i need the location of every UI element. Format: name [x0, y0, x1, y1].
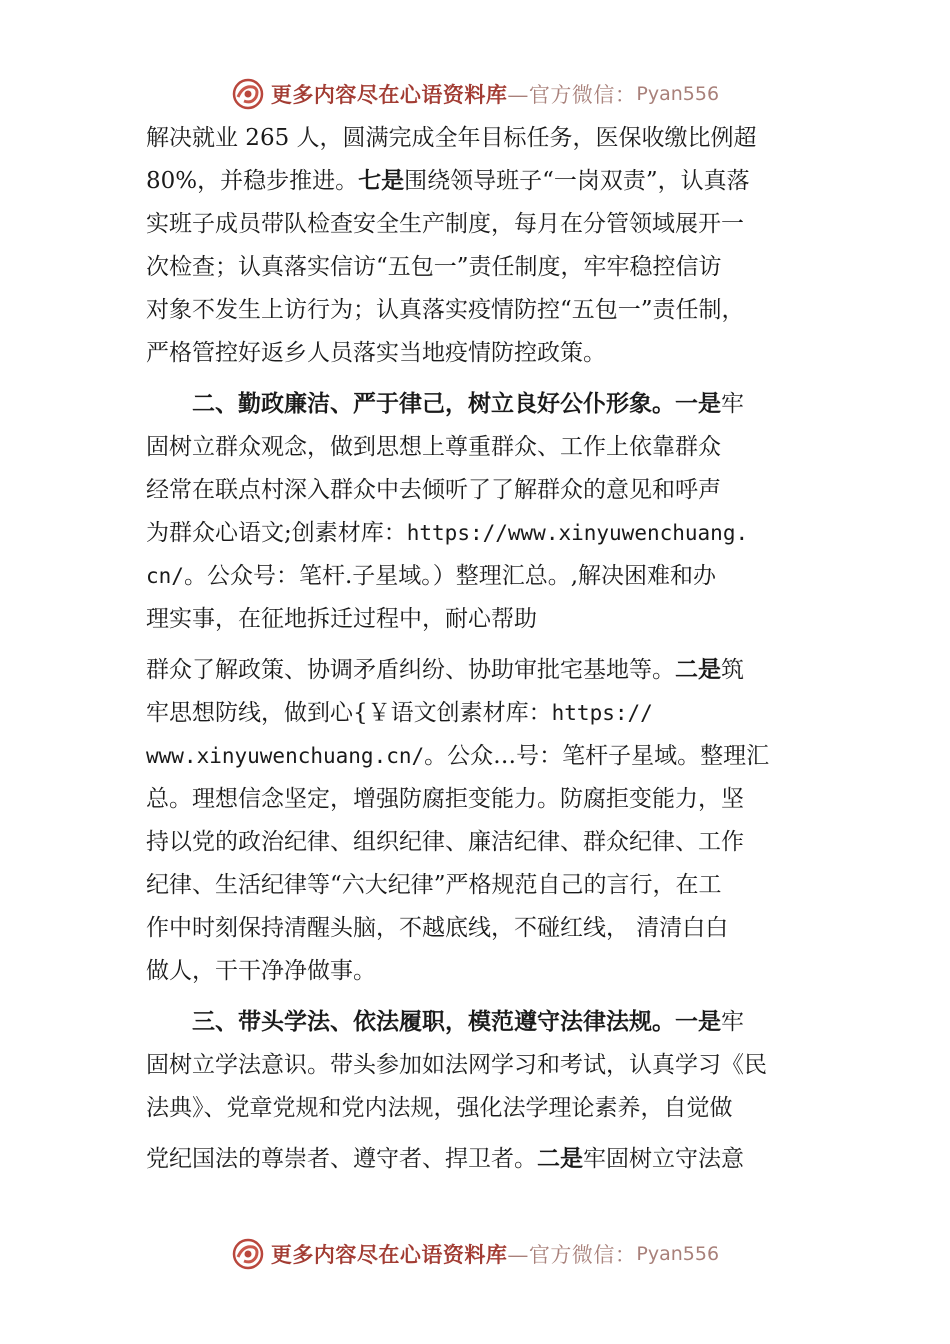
- footer-watermark-banner: [0, 1232, 950, 1276]
- url-text: https://: [551, 701, 653, 725]
- text-line: 党纪国法的尊崇者、遵守者、捍卫者。二是牢固树立守法意: [146, 1146, 744, 1172]
- text-line: 纪律、生活纪律等“六大纪律”严格规范自己的言行，在工: [146, 872, 722, 898]
- banner-tail-text: —官方微信：: [507, 83, 637, 107]
- text-line: 固树立群众观念，做到思想上尊重群众、工作上依靠群众: [146, 434, 721, 460]
- text-line: 对象不发生上访行为；认真落实疫情防控“五包一”责任制，: [146, 297, 745, 323]
- banner-tail-text: —官方微信：: [507, 1243, 637, 1267]
- text-line: 做人，干干净净做事。: [146, 958, 376, 984]
- banner-wechat-id: Pyan556: [636, 83, 720, 105]
- text-line: 牢思想防线，做到心{￥语文创素材库：https://: [146, 700, 653, 726]
- text-line: 严格管控好返乡人员落实当地疫情防控政策。: [146, 340, 606, 366]
- text-line: 作中时刻保持清醒头脑，不越底线，不碰红线， 清清白白: [146, 915, 729, 941]
- text-line: cn/。公众号：笔杆.子星域。）整理汇总。,解决困难和办: [146, 563, 717, 589]
- bold-marker: 二是: [675, 657, 721, 683]
- text-line: 群众了解政策、协调矛盾纠纷、协助审批宅基地等。二是筑: [146, 657, 744, 683]
- text-line: 经常在联点村深入群众中去倾听了了解群众的意见和呼声: [146, 477, 721, 503]
- swirl-logo-icon: [231, 77, 265, 111]
- text-line: 实班子成员带队检查安全生产制度，每月在分管领域展开一: [146, 211, 744, 237]
- banner-lead-text: 更多内容尽在心语资料库: [270, 82, 508, 107]
- bold-marker: 七是: [358, 168, 405, 194]
- text-line: www.xinyuwenchuang.cn/。公众…号：笔杆子星域。整理汇: [146, 743, 770, 769]
- bold-marker: 二是: [537, 1146, 583, 1172]
- text-line: 理实事，在征地拆迁过程中，耐心帮助: [146, 606, 537, 632]
- text-line: 次检查；认真落实信访“五包一”责任制度，牢牢稳控信访: [146, 254, 722, 280]
- text-line: 解决就业 265 人，圆满完成全年目标任务，医保收缴比例超: [146, 125, 757, 151]
- text-line: 法典》、党章党规和党内法规，强化法学理论素养，自觉做: [146, 1095, 733, 1121]
- url-text: https://www.xinyuwenchuang.: [406, 521, 749, 545]
- banner-wechat-id: Pyan556: [636, 1243, 720, 1265]
- text-line: 为群众心语文;创素材库：https://www.xinyuwenchuang.: [146, 520, 749, 546]
- banner-lead-text: 更多内容尽在心语资料库: [270, 1242, 508, 1267]
- swirl-logo-icon: [231, 1237, 265, 1271]
- text-line: 持以党的政治纪律、组织纪律、廉洁纪律、群众纪律、工作: [146, 829, 744, 855]
- section-heading-3: 三、带头学法、依法履职，模范遵守法律法规。一是牢: [192, 1009, 744, 1035]
- text-line: 80%，并稳步推进。七是围绕领导班子“一岗双责”，认真落: [146, 168, 750, 194]
- url-text: www.xinyuwenchuang.cn/: [146, 744, 425, 768]
- header-watermark-banner: [0, 72, 950, 116]
- section-heading-2: 二、勤政廉洁、严于律己，树立良好公仆形象。一是牢: [192, 391, 744, 417]
- text-line: 固树立学法意识。带头参加如法网学习和考试，认真学习《民: [146, 1052, 767, 1078]
- url-text: cn/: [146, 564, 184, 588]
- text-line: 总。理想信念坚定，增强防腐拒变能力。防腐拒变能力，坚: [146, 786, 744, 812]
